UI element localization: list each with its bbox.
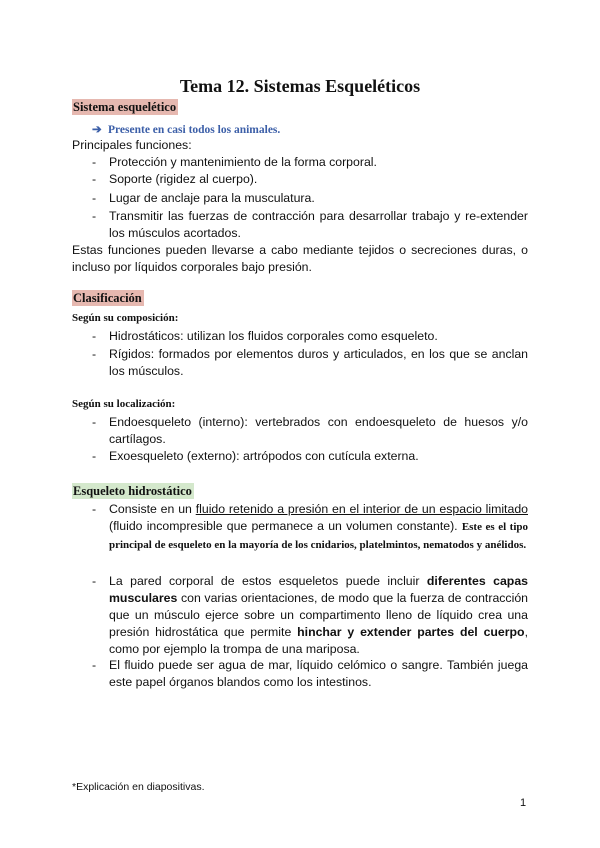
- arrow-note: ➔ Presente en casi todos los animales.: [92, 124, 281, 136]
- section-heading-sistema: Sistema esquelético: [73, 100, 177, 114]
- section-heading-hidrostatico: Esqueleto hidrostático: [73, 484, 192, 498]
- subheading-localizacion: Según su localización:: [72, 398, 176, 410]
- document-page: Tema 12. Sistemas Esqueléticos Sistema esquelético ➔ Presente en casi todos los animales. Principales funciones: - Protección y mantenimiento de la forma corporal. - Soporte (rigidez al cuerpo). - Lugar de anclaje para la musculatura. - Transmitir las fuerzas de contracción para desarrollar trabajo y re-extender los músculos acortados. Estas funciones pueden llevarse a cabo mediante tejidos o secreciones duras, o incluso por líquidos corporales bajo presión. Clasificación Según su composición: - Hidrostáticos: utilizan los fluidos corporales como esqueleto. - Rígidos: formados por elementos duros y articulados, en los que se anclan los músculos. Según su localización: - Endoesqueleto (interno): vertebrados con endoesqueleto de huesos y/o cartílagos. - Exoesqueleto (externo): artrópodos con cutícula externa. Esqueleto hidrostático - Consiste en un fluido retenido a presión en el interior de un espacio limitado (fluido incompresible que permanece a un volumen constante). Este es el tipo principal de esqueleto en la mayoría de los cnidarios, platelmintos, nematodos y anélidos. - La pared corporal de estos esqueletos puede incluir diferentes capas musculares con varias orientaciones, de modo que la fuerza de contracción que un músculo ejerce sobre un compartimento lleno de líquido crea una presión hidrostática que permite hinchar y extender partes del cuerpo, como por ejemplo la trompa de una mariposa. - El fluido puede ser agua de mar, líquido celómico o sangre. También juega este papel órganos blandos como los intestinos. *Explicación en diapositivas. 1: [0, 0, 600, 848]
- footnote: *Explicación en diapositivas.: [72, 781, 205, 793]
- intro-line: Principales funciones:: [72, 138, 192, 152]
- subheading-composicion: Según su composición:: [72, 312, 179, 324]
- right-arrow-icon: ➔: [92, 124, 102, 136]
- closing-paragraph: Estas funciones pueden llevarse a cabo mediante tejidos o secreciones duras, o incluso por líquidos corporales bajo presión.: [72, 243, 528, 274]
- page-number: 1: [520, 797, 527, 809]
- section-heading-clasificacion: Clasificación: [73, 291, 142, 305]
- page-title: Tema 12. Sistemas Esqueléticos: [179, 76, 421, 96]
